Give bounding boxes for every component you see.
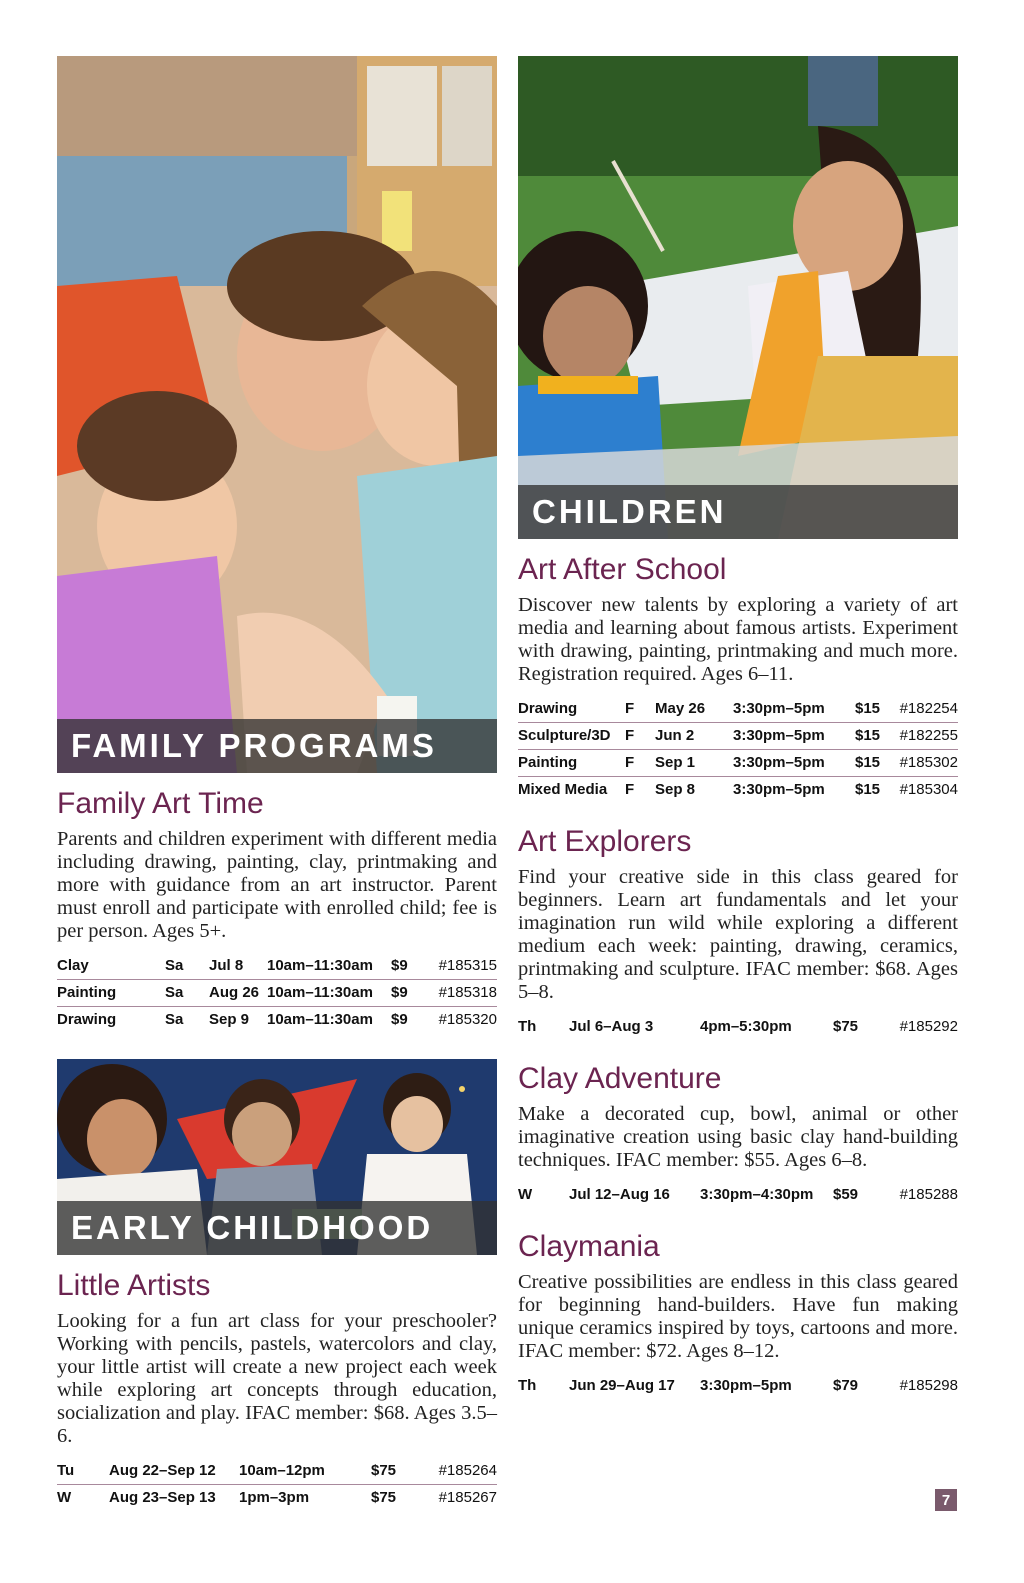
children-photo <box>518 56 958 539</box>
session-date: Aug 23–Sep 13 <box>109 1489 216 1506</box>
session-price: $15 <box>855 696 899 723</box>
family-programs-photo <box>57 56 497 773</box>
early-childhood-photo <box>57 1059 497 1255</box>
session-date: Jun 2 <box>655 723 733 750</box>
session-price: $15 <box>855 750 899 777</box>
session-date: Sep 1 <box>655 750 733 777</box>
family-art-time-title: Family Art Time <box>57 787 264 820</box>
children-photo-illustration <box>518 56 958 539</box>
session-date: Jul 12–Aug 16 <box>569 1186 670 1203</box>
session-time: 3:30pm–4:30pm <box>700 1186 814 1203</box>
session-name: Painting <box>57 980 165 1007</box>
session-code: #185318 <box>431 980 497 1007</box>
session-time: 10am–11:30am <box>267 1011 373 1028</box>
table-row <box>518 777 958 804</box>
session-price: $75 <box>833 1018 859 1035</box>
session-code: #185302 <box>899 750 958 777</box>
session-day: Th <box>518 1377 537 1394</box>
family-art-time-schedule <box>57 953 497 1033</box>
session-price: $59 <box>833 1186 859 1203</box>
family-photo-illustration <box>57 56 497 773</box>
session-time: 3:30pm–5pm <box>733 750 855 777</box>
session-time: 10am–11:30am <box>267 953 391 980</box>
session-price: $15 <box>855 723 899 750</box>
claymania-schedule <box>518 1373 958 1399</box>
session-name: Painting <box>518 750 625 777</box>
art-after-school-title: Art After School <box>518 553 727 586</box>
table-row <box>57 980 497 1007</box>
session-price: $75 <box>371 1489 397 1506</box>
session-name: Drawing <box>518 696 625 723</box>
session-name: Sculpture/3D <box>518 723 625 750</box>
little-artists-schedule <box>57 1458 497 1511</box>
session-day: Sa <box>165 1011 184 1028</box>
art-explorers-title: Art Explorers <box>518 825 692 858</box>
session-code: #182254 <box>899 696 958 723</box>
left-column <box>57 56 497 1511</box>
clay-adventure-description: Make a decorated cup, bowl, animal or other imaginative creation using basic clay hand-building techniques. IFAC member: $55. Ages 6–8. <box>518 1103 958 1171</box>
session-date: Aug 22–Sep 12 <box>109 1458 239 1485</box>
session-name: Drawing <box>57 1011 117 1028</box>
children-banner: CHILDREN <box>518 485 958 539</box>
table-row <box>57 1007 497 1034</box>
clay-adventure-title: Clay Adventure <box>518 1062 722 1095</box>
table-row <box>518 723 958 750</box>
table-row <box>518 1182 958 1208</box>
session-name: Mixed Media <box>518 781 608 798</box>
session-day: F <box>625 750 655 777</box>
table-row <box>518 1373 958 1399</box>
session-day: Th <box>518 1018 537 1035</box>
session-date: Aug 26 <box>209 980 267 1007</box>
clay-adventure-schedule <box>518 1182 958 1208</box>
family-art-time-description: Parents and children experiment with different media including drawing, painting, clay, printmaking and more with guidance from an art instructor. Parent must enroll and participate with enrolled child; fee is per person. Ages 5+. <box>57 828 497 942</box>
session-price: $75 <box>371 1458 431 1485</box>
session-day: F <box>625 696 655 723</box>
little-artists-description: Looking for a fun art class for your preschooler? Working with pencils, pastels, watercolors and clay, your little artist will create a new project each week while exploring art concepts through education, socialization and play. IFAC member: $68. Ages 3.5–6. <box>57 1310 497 1447</box>
table-row <box>57 1458 497 1485</box>
session-code: #185315 <box>431 953 497 980</box>
session-day: F <box>625 781 635 798</box>
table-row <box>57 1485 497 1512</box>
session-code: #185288 <box>899 1186 958 1203</box>
session-code: #185320 <box>438 1011 497 1028</box>
session-price: $9 <box>391 953 431 980</box>
session-day: W <box>57 1489 72 1506</box>
session-time: 10am–11:30am <box>267 980 391 1007</box>
session-price: $79 <box>833 1377 859 1394</box>
session-time: 1pm–3pm <box>239 1489 310 1506</box>
session-date: Jun 29–Aug 17 <box>569 1377 675 1394</box>
claymania-title: Claymania <box>518 1230 660 1263</box>
session-date: Sep 8 <box>655 781 696 798</box>
family-programs-banner: FAMILY PROGRAMS <box>57 719 497 773</box>
session-time: 3:30pm–5pm <box>700 1377 792 1394</box>
art-after-school-description: Discover new talents by exploring a variety of art media and learning about famous artists. Experiment with drawing, painting, printmaking and much more. Registration required. Ages 6–11. <box>518 594 958 685</box>
session-code: #185304 <box>899 781 958 798</box>
session-code: #185298 <box>899 1377 958 1394</box>
little-artists-title: Little Artists <box>57 1269 211 1302</box>
session-time: 3:30pm–5pm <box>733 723 855 750</box>
session-name: Clay <box>57 953 165 980</box>
session-time: 10am–12pm <box>239 1458 371 1485</box>
page-number: 7 <box>935 1489 957 1511</box>
art-explorers-description: Find your creative side in this class geared for beginners. Learn art fundamentals and let your imagination run wild while exploring a different medium each week: painting, drawing, ceramics, printmaking and sculpture. IFAC member: $68. Ages 5–8. <box>518 866 958 1003</box>
session-date: May 26 <box>655 696 733 723</box>
session-date: Sep 9 <box>209 1011 250 1028</box>
session-day: W <box>518 1186 533 1203</box>
session-time: 3:30pm–5pm <box>733 781 825 798</box>
session-price: $15 <box>855 781 881 798</box>
session-day: Sa <box>165 980 209 1007</box>
session-time: 4pm–5:30pm <box>700 1018 792 1035</box>
session-date: Jul 6–Aug 3 <box>569 1018 654 1035</box>
session-code: #185264 <box>431 1458 497 1485</box>
session-date: Jul 8 <box>209 953 267 980</box>
right-column <box>518 56 958 1399</box>
art-after-school-schedule <box>518 696 958 803</box>
session-day: Tu <box>57 1458 109 1485</box>
table-row <box>57 953 497 980</box>
session-price: $9 <box>391 980 431 1007</box>
session-day: F <box>625 723 655 750</box>
session-code: #185267 <box>438 1489 497 1506</box>
session-day: Sa <box>165 953 209 980</box>
session-code: #182255 <box>899 723 958 750</box>
table-row <box>518 750 958 777</box>
session-time: 3:30pm–5pm <box>733 696 855 723</box>
claymania-description: Creative possibilities are endless in this class geared for beginning hand-builders. Have fun making unique ceramics inspired by toys, cartoons and more. IFAC member: $72. Ages 8–12. <box>518 1271 958 1362</box>
early-childhood-banner: EARLY CHILDHOOD <box>57 1201 497 1255</box>
art-explorers-schedule <box>518 1014 958 1040</box>
session-code: #185292 <box>899 1018 958 1035</box>
table-row <box>518 1014 958 1040</box>
session-price: $9 <box>391 1011 408 1028</box>
table-row <box>518 696 958 723</box>
